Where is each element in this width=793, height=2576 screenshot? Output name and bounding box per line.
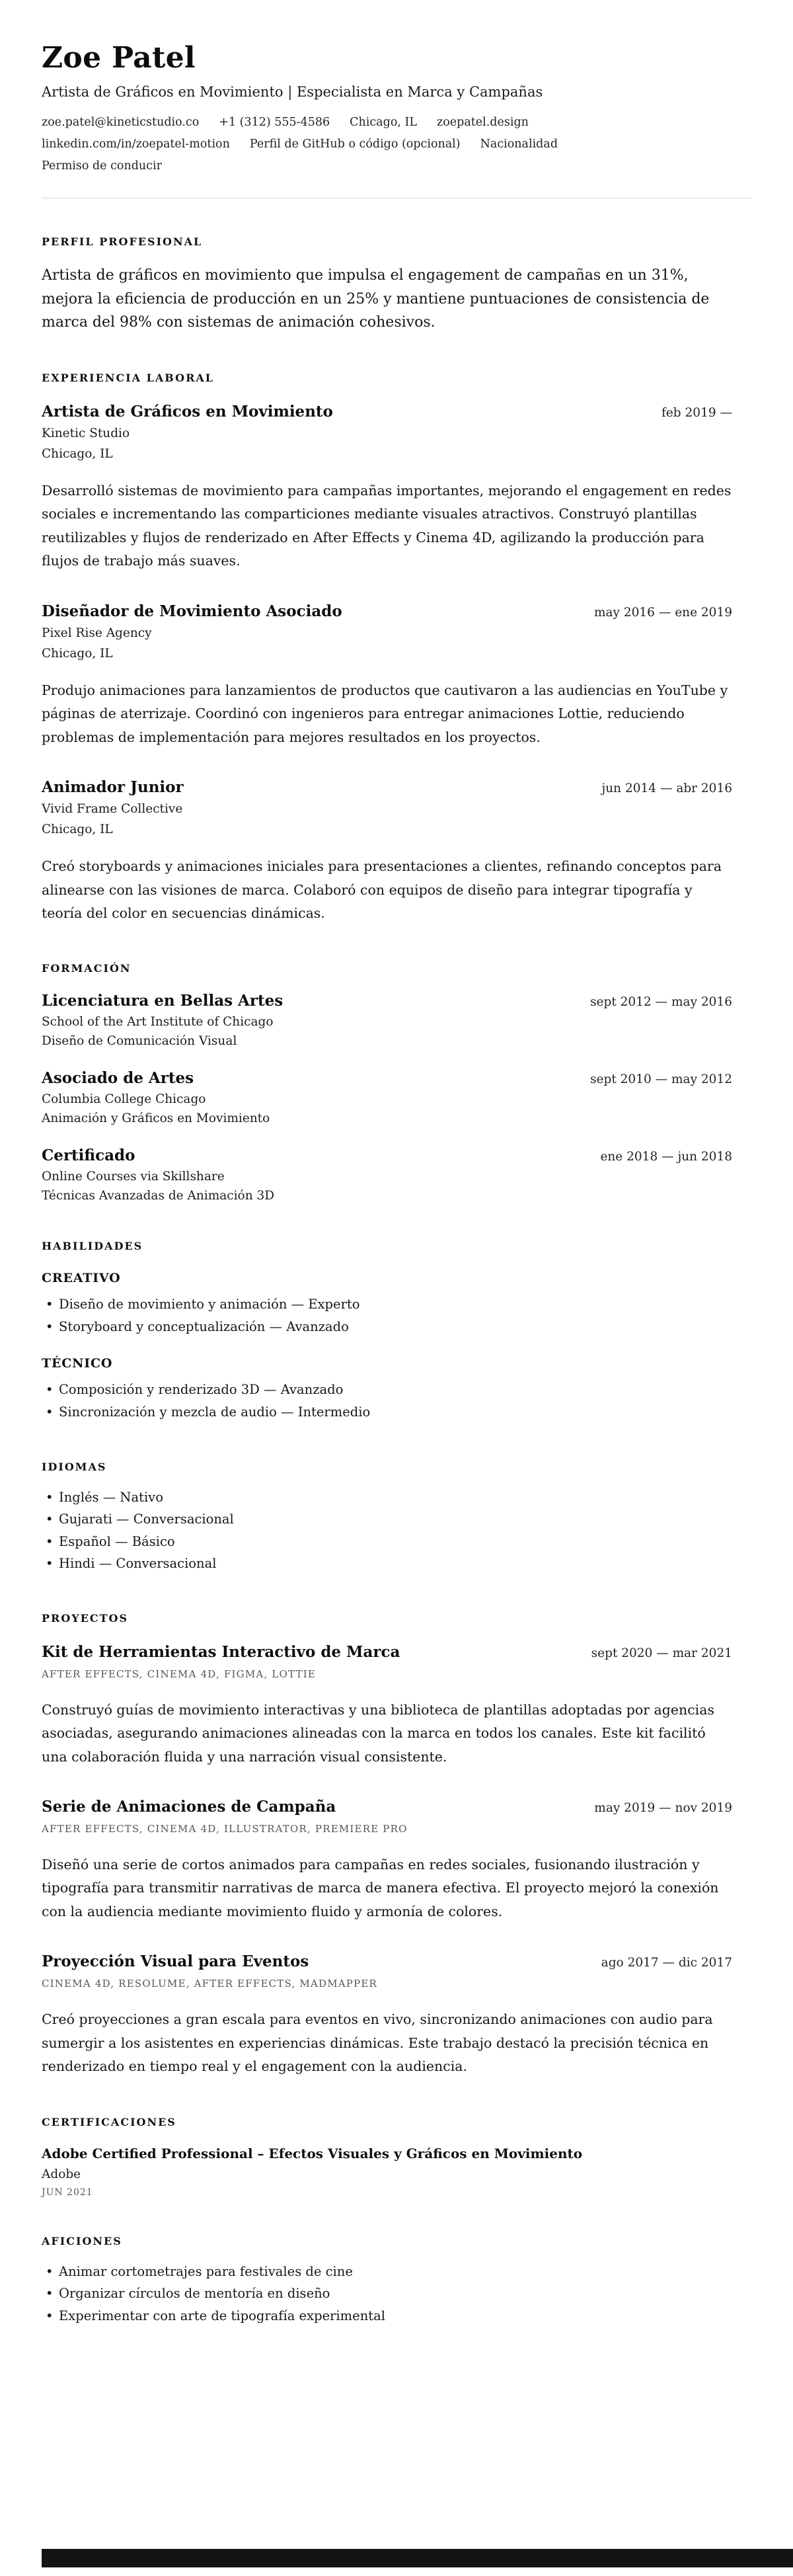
- contact-row-1: [42, 116, 732, 129]
- person-name: Zoe Patel: [42, 41, 196, 75]
- section-certifications: [42, 2116, 732, 2198]
- job-dates: jun 2014 — abr 2016: [601, 782, 732, 796]
- experience-entry: [42, 403, 732, 573]
- contact-website: zoepatel.design: [437, 116, 529, 129]
- skill-item: • Diseño de movimiento y animación — Experto: [42, 1293, 732, 1316]
- project-stack: CINEMA 4D, RESOLUME, AFTER EFFECTS, MADMAPPER: [42, 1978, 378, 1990]
- experience-entry-header: [42, 403, 732, 421]
- project-description: Construyó guías de movimiento interactivas y una biblioteca de plantillas adoptadas por agencias asociadas, asegurando animaciones alineadas con la marca en todos los canales. Este kit facilitó una colaboración fluida y una narración visual consistente.: [42, 1701, 714, 1765]
- certifications-heading: CERTIFICACIONES: [42, 2115, 176, 2128]
- skill-list: [42, 1379, 732, 1423]
- job-company: Pixel Rise Agency: [42, 625, 152, 640]
- education-detail: Técnicas Avanzadas de Animación 3D: [42, 1189, 275, 1203]
- education-heading: FORMACIÓN: [42, 962, 132, 975]
- education-entry: [42, 1069, 732, 1125]
- project-title: Kit de Herramientas Interactivo de Marca: [42, 1642, 400, 1661]
- hobby-item: • Experimentar con arte de tipografía experimental: [42, 2305, 732, 2327]
- job-title: Artista de Gráficos en Movimiento: [42, 402, 333, 421]
- profile-text: Artista de gráficos en movimiento que impulsa el engagement de campañas en un 31%, mejora la eficiencia de producción en un 25% y mantiene puntuaciones de consistencia de marca del 98% con sistemas de animación cohesivos.: [42, 267, 710, 331]
- skill-list: [42, 1293, 732, 1338]
- profile-heading: PERFIL PROFESIONAL: [42, 235, 203, 248]
- language-item: • Gujarati — Conversacional: [42, 1508, 732, 1531]
- job-description: Produjo animaciones para lanzamientos de productos que cautivaron a las audiencias en YouTube y páginas de aterrizaje. Coordinó con ingenieros para entregar animaciones Lottie, reduciendo problemas de implementación para mejores resultados en los proyectos.: [42, 682, 728, 745]
- certification-title: Adobe Certified Professional – Efectos Visuales y Gráficos en Movimiento: [42, 2145, 583, 2161]
- education-entry: [42, 1147, 732, 1203]
- hobby-item: • Animar cortometrajes para festivales de cine: [42, 2261, 732, 2283]
- contact-row-3: [42, 159, 732, 173]
- project-description: Creó proyecciones a gran escala para eventos en vivo, sincronizando animaciones con audio para sumergir a los asistentes en experiencias dinámicas. Este trabajo destacó la precisión técnica en renderizado en tiempo real y el engagement con la audiencia.: [42, 2011, 713, 2075]
- language-item: • Hindi — Conversacional: [42, 1552, 732, 1575]
- skill-group-title: CREATIVO: [42, 1271, 121, 1286]
- job-description: Desarrolló sistemas de movimiento para campañas importantes, mejorando el engagement en redes sociales e incrementando las comparticiones mediante visuales atractivos. Construyó plantillas reutilizables y flujos de renderizado en After Effects y Cinema 4D, agilizando la producción para flujos de trabajo más suaves.: [42, 482, 732, 569]
- job-title: Animador Junior: [42, 778, 184, 797]
- contact-info: [42, 116, 732, 173]
- project-entry: [42, 1643, 732, 1769]
- job-dates: may 2016 — ene 2019: [593, 605, 732, 620]
- job-title: Diseñador de Movimiento Asociado: [42, 602, 342, 620]
- job-location: Chicago, IL: [42, 646, 113, 661]
- project-entry: [42, 1798, 732, 1923]
- job-location: Chicago, IL: [42, 446, 113, 461]
- education-entry-header: [42, 992, 732, 1010]
- hobby-list: [42, 2261, 732, 2327]
- project-title: Serie de Animaciones de Campaña: [42, 1798, 336, 1816]
- project-dates: may 2019 — nov 2019: [594, 1801, 732, 1816]
- contact-github: Perfil de GitHub o código (opcional): [249, 138, 461, 151]
- section-projects: [42, 1612, 732, 2079]
- resume-header: [42, 41, 732, 173]
- experience-entry: [42, 778, 732, 925]
- degree-title: Certificado: [42, 1147, 135, 1165]
- contact-driving-license: Permiso de conducir: [42, 159, 162, 173]
- project-dates: ago 2017 — dic 2017: [601, 1956, 732, 1970]
- project-entry-header: [42, 1798, 732, 1816]
- contact-linkedin: linkedin.com/in/zoepatel-motion: [42, 138, 230, 151]
- school-name: School of the Art Institute of Chicago: [42, 1015, 274, 1029]
- job-dates: feb 2019 —: [661, 405, 732, 420]
- project-entry: [42, 1952, 732, 2078]
- contact-location: Chicago, IL: [350, 116, 418, 129]
- skill-group-title: TÉCNICO: [42, 1356, 113, 1371]
- degree-title: Asociado de Artes: [42, 1069, 194, 1088]
- education-dates: sept 2012 — may 2016: [590, 995, 732, 1010]
- projects-heading: PROYECTOS: [42, 1611, 129, 1625]
- job-company: Kinetic Studio: [42, 426, 130, 440]
- school-name: Columbia College Chicago: [42, 1092, 206, 1107]
- language-item: • Inglés — Nativo: [42, 1486, 732, 1509]
- certification-entry: [42, 2146, 732, 2198]
- school-name: Online Courses via Skillshare: [42, 1170, 225, 1184]
- languages-heading: IDIOMAS: [42, 1460, 107, 1473]
- section-experience: [42, 372, 732, 926]
- certification-issuer: Adobe: [42, 2167, 81, 2181]
- section-hobbies: [42, 2235, 732, 2327]
- degree-title: Licenciatura en Bellas Artes: [42, 992, 283, 1010]
- section-languages: [42, 1461, 732, 1575]
- section-education: [42, 962, 732, 1203]
- education-dates: ene 2018 — jun 2018: [600, 1150, 732, 1164]
- language-item: • Español — Básico: [42, 1531, 732, 1553]
- skill-group: [42, 1356, 732, 1423]
- hobby-item: • Organizar círculos de mentoría en diseño: [42, 2282, 732, 2305]
- experience-entry-header: [42, 778, 732, 796]
- job-company: Vivid Frame Collective: [42, 802, 183, 817]
- hobbies-heading: AFICIONES: [42, 2234, 122, 2247]
- section-skills: [42, 1240, 732, 1423]
- contact-email: zoe.patel@kineticstudio.co: [42, 116, 200, 129]
- certification-date: JUN 2021: [42, 2187, 93, 2198]
- skill-group: [42, 1271, 732, 1338]
- job-description: Creó storyboards y animaciones iniciales para presentaciones a clientes, refinando conceptos para alinearse con las visiones de marca. Colaboró con equipos de diseño para integrar tipografía y teoría del color en secuencias dinámicas.: [42, 858, 722, 921]
- contact-row-2: [42, 138, 732, 151]
- contact-nationality: Nacionalidad: [480, 138, 558, 151]
- project-stack: AFTER EFFECTS, CINEMA 4D, ILLUSTRATOR, PREMIERE PRO: [42, 1823, 408, 1835]
- project-stack: AFTER EFFECTS, CINEMA 4D, FIGMA, LOTTIE: [42, 1668, 317, 1680]
- education-detail: Diseño de Comunicación Visual: [42, 1034, 237, 1049]
- experience-entry: [42, 602, 732, 749]
- experience-entry-header: [42, 602, 732, 620]
- skills-heading: HABILIDADES: [42, 1240, 143, 1253]
- education-entry-header: [42, 1147, 732, 1164]
- education-detail: Animación y Gráficos en Movimiento: [42, 1111, 270, 1126]
- contact-phone: +1 (312) 555-4586: [219, 116, 330, 129]
- experience-heading: EXPERIENCIA LABORAL: [42, 371, 215, 384]
- education-dates: sept 2010 — may 2012: [590, 1072, 732, 1087]
- tagline: Artista de Gráficos en Movimiento | Especialista en Marca y Campañas: [42, 84, 543, 100]
- project-description: Diseñó una serie de cortos animados para campañas en redes sociales, fusionando ilustración y tipografía para transmitir narrativas de marca de manera efectiva. El proyecto mejoró la conexión con la audiencia mediante movimiento fluido y armonía de colores.: [42, 1857, 719, 1919]
- footer-bar: [42, 2549, 793, 2567]
- skill-item: • Storyboard y conceptualización — Avanzado: [42, 1316, 732, 1338]
- project-dates: sept 2020 — mar 2021: [591, 1646, 732, 1660]
- job-location: Chicago, IL: [42, 823, 113, 837]
- language-list: [42, 1486, 732, 1575]
- education-entry-header: [42, 1069, 732, 1087]
- education-entry: [42, 992, 732, 1048]
- skill-item: • Composición y renderizado 3D — Avanzado: [42, 1379, 732, 1401]
- skill-item: • Sincronización y mezcla de audio — Intermedio: [42, 1401, 732, 1424]
- section-profile: [42, 235, 732, 335]
- project-title: Proyección Visual para Eventos: [42, 1952, 309, 1971]
- project-entry-header: [42, 1643, 732, 1661]
- project-entry-header: [42, 1952, 732, 1970]
